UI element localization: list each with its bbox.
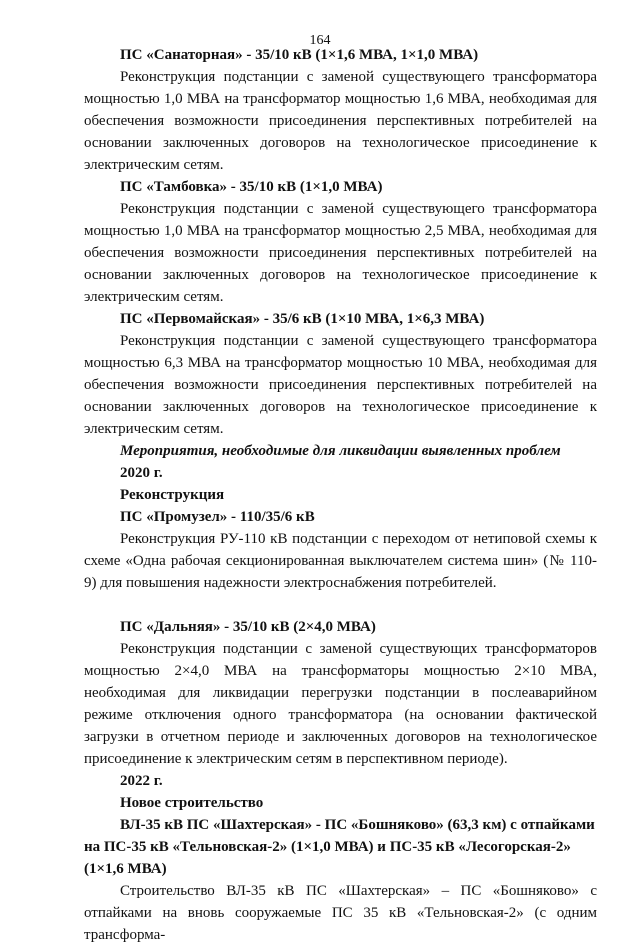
- section-heading: 2020 г.: [120, 465, 163, 481]
- section-heading: ПС «Промузел» - 110/35/6 кВ: [120, 509, 315, 525]
- italic-heading: Мероприятия, необходимые для ликвидации выявленных проблем: [120, 443, 561, 459]
- section-heading: ПС «Дальняя» - 35/10 кВ (2×4,0 МВА): [120, 619, 376, 635]
- section-heading: ПС «Первомайская» - 35/6 кВ (1×10 МВА, 1×6,3 МВА): [120, 311, 485, 327]
- body-paragraph: Строительство ВЛ-35 кВ ПС «Шахтерская» – ПС «Бошняково» с отпайками на вновь сооружаемые ПС 35 кВ «Тельновская-2» (с одним трансформа-: [84, 883, 597, 943]
- section-heading: ПС «Санаторная» - 35/10 кВ (1×1,6 МВА, 1×1,0 МВА): [120, 47, 479, 63]
- body-paragraph: Реконструкция РУ-110 кВ подстанции с переходом от нетиповой схемы к схеме «Одна рабочая секционированная выключателем система шин» (№ 110-9) для повышения надежности электроснабжения потребителей.: [84, 531, 597, 591]
- document-body: [84, 44, 597, 946]
- body-paragraph: Реконструкция подстанции с заменой существующего трансформатора мощностью 1,0 МВА на трансформатор мощностью 1,6 МВА, необходимая для обеспечения возможности присоединения перспективных потребителей на основании заключенных договоров на технологическое присоединение к электрическим сетям.: [84, 69, 597, 173]
- section-heading: ПС «Тамбовка» - 35/10 кВ (1×1,0 МВА): [120, 179, 383, 195]
- blank-line: [84, 594, 597, 616]
- body-paragraph: Реконструкция подстанции с заменой существующего трансформатора мощностью 6,3 МВА на трансформатор мощностью 10 МВА, необходимая для обеспечения возможности присоединения перспективных потребителей на основании заключенных договоров на технологическое присоединение к электрическим сетям.: [84, 333, 597, 437]
- body-paragraph: Реконструкция подстанции с заменой существующего трансформатора мощностью 1,0 МВА на трансформатор мощностью 2,5 МВА, необходимая для обеспечения возможности присоединения перспективных потребителей на основании заключенных договоров на технологическое присоединение к электрическим сетям.: [84, 201, 597, 305]
- section-heading: 2022 г.: [120, 773, 163, 789]
- page-number: 164: [309, 33, 331, 48]
- section-heading: Реконструкция: [120, 487, 225, 503]
- body-paragraph: Реконструкция подстанции с заменой существующих трансформаторов мощностью 2×4,0 МВА на трансформаторы мощностью 2×10 МВА, необходимая для ликвидации перегрузки подстанции в послеаварийном режиме отключения одного трансформатора (на основании фактической загрузки в отчетном периоде и заключенных договоров на технологическое присоединение к электрическим сетям в перспективном периоде).: [84, 641, 597, 767]
- section-heading: ВЛ-35 кВ ПС «Шахтерская» - ПС «Бошняково» (63,3 км) с отпайками на ПС-35 кВ «Тельновская-2» (1×1,0 МВА) и ПС-35 кВ «Лесогорская-2» (1×1,6 МВА): [84, 817, 595, 877]
- section-heading: Новое строительство: [120, 795, 264, 811]
